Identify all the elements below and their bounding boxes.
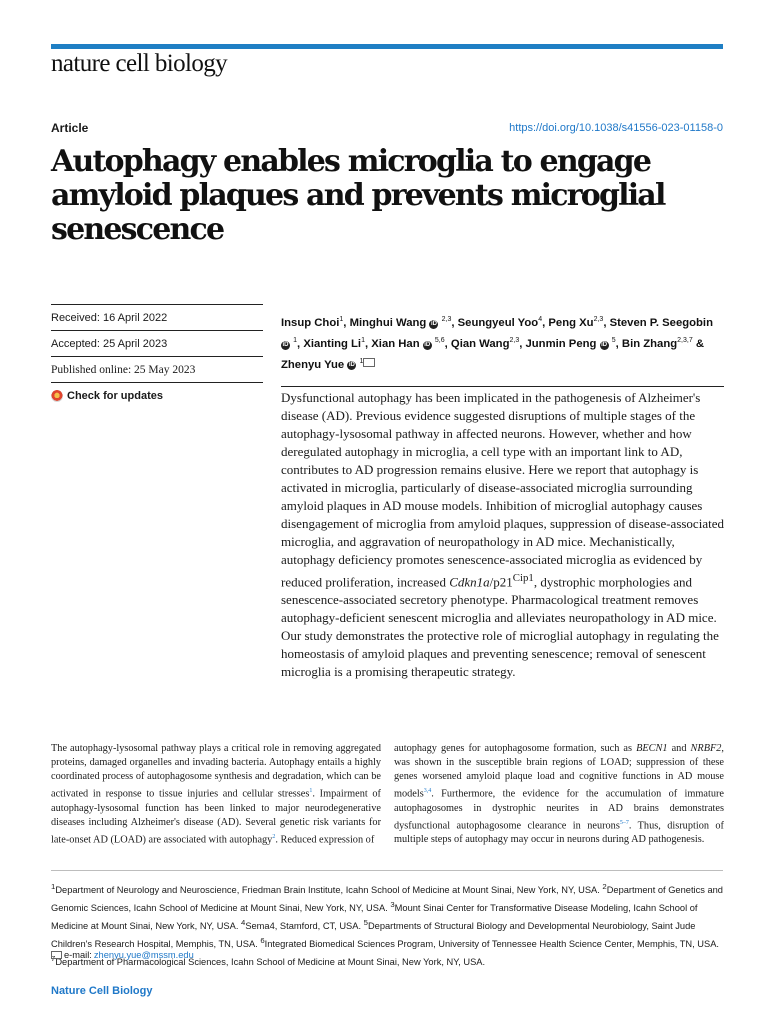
envelope-icon[interactable]: [363, 358, 375, 367]
orcid-icon[interactable]: iD: [348, 362, 355, 369]
author-name[interactable]: Zhenyu Yue: [281, 358, 345, 371]
author-name[interactable]: Xian Han: [371, 337, 420, 350]
footer-journal-name: Nature Cell Biology: [51, 985, 153, 997]
body-text-right-column: autophagy genes for autophagosome formation, such as BECN1 and NRBF2, was shown in the susceptible brain regions of LOAD; suppression of these genes worsened amyloid plaque load and cognitive functions in AD mouse models$^{3,4}$. Furthermore, the evidence for the accumulation of immature autophagosomes in dystrophic neurites in AD brains demonstrates dysfunctional autophagosome clearance in neurons$^{5-7}$. Thus, disruption of multiple steps of autophagy may occur in neurons during AD pathogenesis.: [394, 743, 724, 846]
received-date: Received: 16 April 2022: [51, 304, 263, 330]
journal-name: nature cell biology: [51, 50, 228, 77]
article-title: Autophagy enables microglia to engage amyloid plaques and prevents microglial senescence: [51, 144, 665, 247]
reference-link[interactable]: 3,4: [423, 788, 432, 795]
author-name[interactable]: Peng Xu: [548, 316, 594, 329]
reference-link[interactable]: 2: [272, 833, 276, 840]
header-accent-bar: [51, 44, 723, 49]
body-text-left-column: The autophagy-lysosomal pathway plays a critical role in removing aggregated proteins, damaged organelles and invading bacteria. Autophagy entails a highly coordinated process of autophagosome synthesis and degradation, which can be activated in response to tissue injuries and cellular stresses$^1$. Impairment of autophagy-lysosomal function has been linked to major neurodegenerative diseases including Alzheimer's disease (AD). Several genetic risk variants for late-onset AD (LOAD) are associated with autophagy$^2$. Reduced expression of: [51, 743, 381, 846]
publication-dates: [51, 304, 263, 408]
author-name[interactable]: Minghui Wang: [349, 316, 427, 329]
orcid-icon[interactable]: iD: [424, 341, 431, 348]
abstract: Dysfunctional autophagy has been implicated in the pathogenesis of Alzheimer's disease (AD). Previous evidence suggested disruptions of multiple stages of the autophagy-lysosomal pathway in affected neurons. However, whether and how deregulated autophagy in microglia, a cell type with an important link to AD, contributes to AD progression remains elusive. Here we report that autophagy is activated in microglia, particularly of disease-associated microglia surrounding amyloid plaques in AD mouse models. Inhibition of microglial autophagy causes disengagement of microglia from amyloid plaques, suppression of disease-associated microglia, and aggravation of neuropathology in AD mice. Mechanistically, autophagy deficiency promotes senescence-associated microglia as evidenced by reduced proliferation, increased $Cdkn1a/p21^{Cip1}$, dystrophic morphologies and senescence-associated secretory phenotype. Pharmacological treatment removes autophagy-deficient senescent microglia and alleviates neuropathology in AD mice. Our study demonstrates the protective role of microglial autophagy in regulating the homeostasis of amyloid plaques and preventing senescence; removal of senescent microglia is a promising therapeutic strategy.: [281, 390, 724, 680]
affiliations: $^1$Department of Neurology and Neuroscience, Friedman Brain Institute, Icahn School of Medicine at Mount Sinai, New York, NY, USA. $^2$Department of Genetics and Genomic Sciences, Icahn School of Medicine at Mount Sinai, New York, NY, USA. $^3$Mount Sinai Center for Transformative Disease Modeling, Icahn School of Medicine at Mount Sinai, New York, NY, USA. $^4$Sema4, Stamford, CT, USA. $^5$Departments of Structural Biology and Developmental Neurobiology, Saint Jude Children's Research Hospital, Memphis, TN, USA. $^6$Integrated Biomedical Sciences Program, University of Tennessee Health Science Center, Memphis, TN, USA. $^7$Department of Pharmacological Sciences, Icahn School of Medicine at Mount Sinai, New York, NY, USA.: [51, 882, 723, 968]
author-name[interactable]: Xianting Li: [303, 337, 362, 350]
published-date: Published online: 25 May 2023: [51, 356, 263, 382]
orcid-icon[interactable]: iD: [601, 341, 608, 348]
orcid-icon[interactable]: iD: [282, 341, 289, 348]
envelope-icon: [51, 951, 62, 959]
email-link[interactable]: zhenyu.yue@mssm.edu: [93, 950, 194, 960]
orcid-icon[interactable]: iD: [430, 320, 437, 327]
author-name[interactable]: Insup Choi: [281, 316, 340, 329]
author-list: Insup Choi$^1$, Minghui Wang iD $^{2,3}$, Seungyeul Yoo$^4$, Peng Xu$^{2,3}$, Steven P. Seegobin iD $^1$, Xianting Li$^1$, Xian Han iD $^{5,6}$, Qian Wang$^{2,3}$, Junmin Peng iD $^5$, Bin Zhang$^{2,3,7}$ & Zhenyu Yue iD $^1$: [281, 316, 713, 371]
corresponding-email: [51, 950, 194, 960]
author-name[interactable]: Junmin Peng: [525, 337, 597, 350]
accepted-date: Accepted: 25 April 2023: [51, 330, 263, 356]
abstract-divider: [281, 386, 724, 387]
reference-link[interactable]: 1: [309, 788, 313, 795]
author-name[interactable]: Bin Zhang: [621, 337, 678, 350]
author-name[interactable]: Seungyeul Yoo: [457, 316, 539, 329]
reference-link[interactable]: 5–7: [619, 819, 629, 826]
doi-link[interactable]: https://doi.org/10.1038/s41556-023-01158-0: [509, 122, 723, 134]
article-type-label: Article: [51, 121, 89, 135]
author-name[interactable]: Qian Wang: [450, 337, 510, 350]
author-name[interactable]: Steven P. Seegobin: [609, 316, 713, 329]
check-updates-label: Check for updates: [67, 390, 163, 402]
check-updates-icon: [51, 390, 63, 402]
email-label: e-mail:: [64, 950, 92, 960]
check-for-updates-button[interactable]: [51, 382, 263, 408]
affiliations-divider: [51, 870, 723, 871]
